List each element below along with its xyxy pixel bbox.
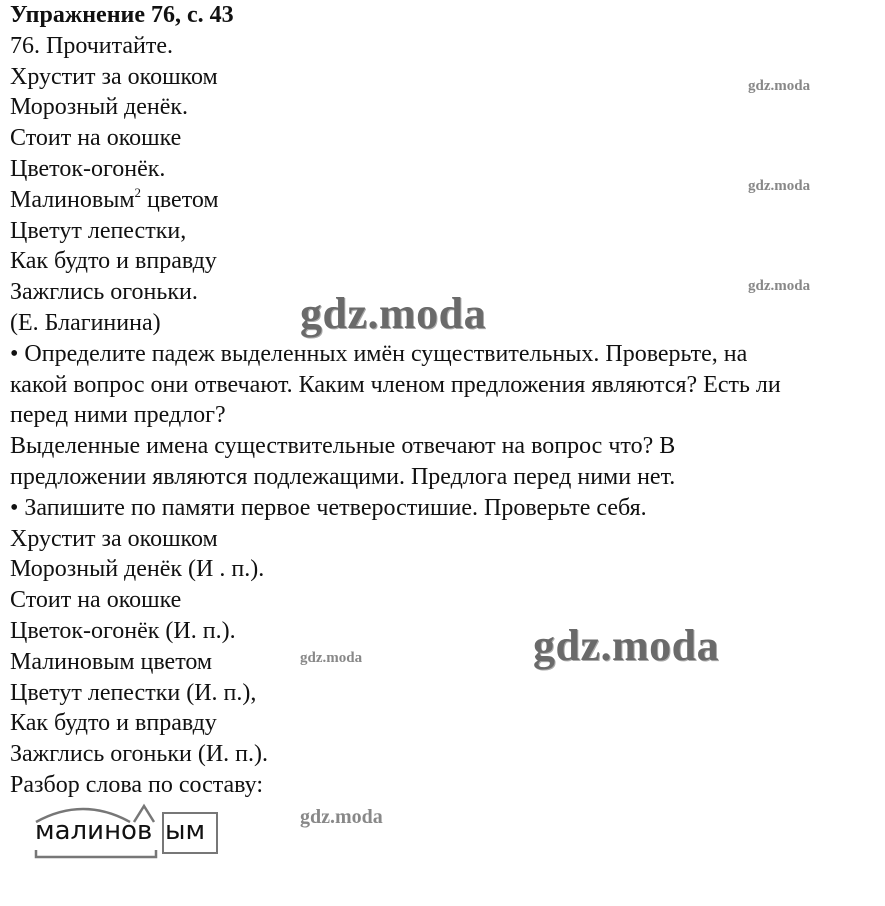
word: цветом [147,186,219,213]
author-line: (Е. Благинина) [10,309,161,336]
exercise-title: Упражнение 76, с. 43 [10,2,234,28]
answer-line: предложении являются подлежащими. Предлога перед ними нет. [10,463,676,490]
task-line: какой вопрос они отвечают. Каким членом предложения являются? Есть ли [10,371,781,398]
watermark: gdz.moda [300,289,487,338]
answer-line: Стоит на окошке [10,587,182,614]
task-line: перед ними предлог? [10,402,226,429]
answer-line: Как будто и вправду [10,710,217,737]
text-line: Хрустит за окошком [10,63,218,90]
answer-line: Цветут лепестки (И. п.), [10,679,257,706]
footnote-mark: 2 [134,184,142,200]
answer-line: Хрустит за окошком [10,525,218,552]
text-line [10,185,781,216]
document [10,0,781,801]
answer-line: Малиновым цветом [10,648,213,675]
text-line: Цветут лепестки, [10,217,187,244]
stem-bracket [36,850,156,857]
answer-line: Зажглись огоньки (И. п.). [10,741,268,768]
watermark: gdz.moda [533,621,720,670]
watermark: gdz.moda [748,278,811,294]
watermark: gdz.moda [748,178,811,194]
watermark: gdz.moda [300,650,363,666]
text-line: Цветок-огонёк. [10,155,166,182]
text-line: Зажглись огоньки. [10,279,198,306]
morpheme-diagram [28,800,228,870]
answer-line: Морозный денёк (И . п.). [10,556,265,583]
watermark: gdz.moda [748,78,811,94]
word: Малиновым [10,186,135,213]
answer-line: Выделенные имена существительные отвечают на вопрос что? В [10,433,676,460]
answer-line: Разбор слова по составу: [10,771,264,798]
text-line: Стоит на окошке [10,125,182,152]
task-line: • Определите падеж выделенных имён существительных. Проверьте, на [10,340,748,367]
text-line: 76. Прочитайте. [10,32,174,59]
answer-line: Цветок-огонёк (И. п.). [10,617,236,644]
text-line: Как будто и вправду [10,248,217,275]
watermark: gdz.moda [300,806,383,828]
word-stem: малинов [35,816,153,846]
text-line: Морозный денёк. [10,94,189,121]
task-line: • Запишите по памяти первое четверостишие. Проверьте себя. [10,494,647,521]
word-ending: ым [165,816,206,846]
